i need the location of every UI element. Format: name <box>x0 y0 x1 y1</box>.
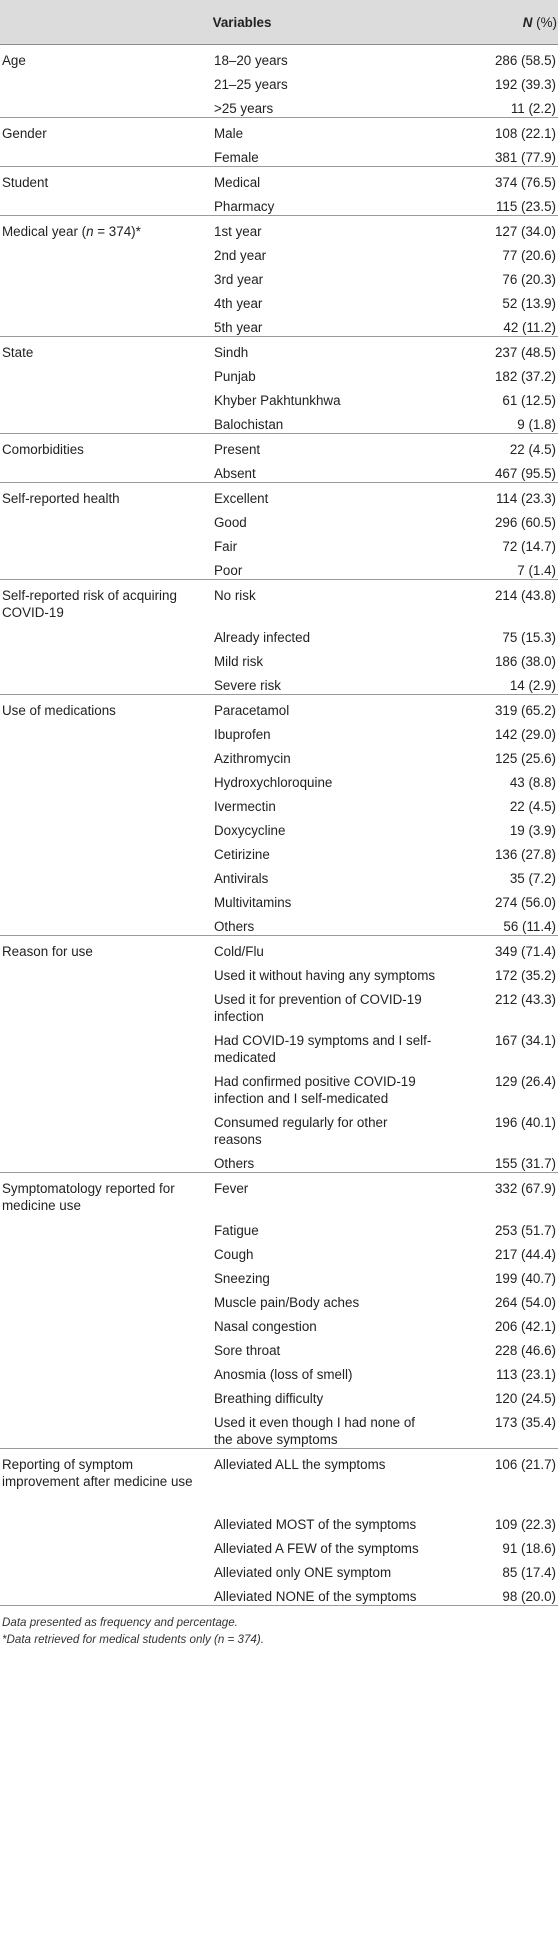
table-header <box>0 0 558 45</box>
count-cell: 319 (65.2) <box>494 703 556 718</box>
variable-cell <box>0 1335 211 1342</box>
variable-cell <box>0 264 211 271</box>
variable-cell <box>0 531 211 538</box>
category-cell: No risk <box>214 588 256 603</box>
variable-cell: Reason for use <box>2 944 93 959</box>
count-cell: 381 (77.9) <box>494 150 556 165</box>
category-cell: Doxycycline <box>214 823 286 838</box>
table-row <box>0 1509 558 1533</box>
variable-cell <box>0 887 211 894</box>
table-body <box>0 45 558 1606</box>
category-cell: Cold/Flu <box>214 944 264 959</box>
count-cell: 196 (40.1) <box>494 1115 556 1130</box>
table-row <box>0 580 558 622</box>
count-cell: 217 (44.4) <box>494 1247 556 1262</box>
table-group <box>0 45 558 118</box>
count-cell: 332 (67.9) <box>494 1181 556 1196</box>
variable-cell <box>0 216 211 240</box>
category-cell: Anosmia (loss of smell) <box>214 1367 353 1382</box>
category-cell: Absent <box>214 466 256 481</box>
category-cell: >25 years <box>214 101 274 116</box>
category-cell: Balochistan <box>214 417 284 432</box>
count-cell: 296 (60.5) <box>494 515 556 530</box>
table-group <box>0 337 558 434</box>
category-cell: Consumed regularly for other reasons <box>214 1115 388 1147</box>
table-row <box>0 1449 558 1509</box>
count-cell: 9 (1.8) <box>517 417 556 432</box>
table-row <box>0 507 558 531</box>
variable-cell: Self-reported health <box>2 491 120 506</box>
category-cell: Hydroxychloroquine <box>214 775 333 790</box>
table-group <box>0 695 558 936</box>
count-cell: 43 (8.8) <box>509 775 556 790</box>
category-cell: 2nd year <box>214 248 267 263</box>
category-cell: Azithromycin <box>214 751 291 766</box>
table-row <box>0 1263 558 1287</box>
variable-cell <box>0 288 211 295</box>
category-cell: Used it for prevention of COVID-19 infection <box>214 992 422 1024</box>
table-row <box>0 264 558 288</box>
variable-cell <box>0 646 211 653</box>
count-cell: 19 (3.9) <box>509 823 556 838</box>
table-row <box>0 1407 558 1448</box>
table-row <box>0 1533 558 1557</box>
category-cell: Muscle pain/Body aches <box>214 1295 360 1310</box>
count-cell: 228 (46.6) <box>494 1343 556 1358</box>
count-cell: 61 (12.5) <box>502 393 556 408</box>
variable-cell <box>0 312 211 319</box>
variable-cell: Age <box>2 53 26 68</box>
table-group <box>0 1449 558 1606</box>
table-group <box>0 434 558 483</box>
category-cell: Ibuprofen <box>214 727 271 742</box>
category-cell: 21–25 years <box>214 77 288 92</box>
category-cell: Nasal congestion <box>214 1319 317 1334</box>
count-cell: 349 (71.4) <box>494 944 556 959</box>
category-cell: Already infected <box>214 630 311 645</box>
category-cell: 4th year <box>214 296 263 311</box>
table-row <box>0 288 558 312</box>
header-variables: Variables <box>212 14 272 30</box>
variable-cell <box>0 1407 211 1414</box>
count-cell: 253 (51.7) <box>494 1223 556 1238</box>
category-cell: Excellent <box>214 491 269 506</box>
variable-cell <box>0 409 211 416</box>
variable-cell <box>0 1263 211 1270</box>
table-group <box>0 1173 558 1449</box>
variable-cell <box>0 1066 211 1073</box>
count-cell: 186 (38.0) <box>494 654 556 669</box>
count-cell: 106 (21.7) <box>494 1457 556 1472</box>
table-row <box>0 743 558 767</box>
category-cell: Alleviated A FEW of the symptoms <box>214 1541 419 1556</box>
count-cell: 109 (22.3) <box>494 1517 556 1532</box>
category-cell: Ivermectin <box>214 799 276 814</box>
table-row <box>0 240 558 264</box>
table-row <box>0 434 558 458</box>
category-cell: Cetirizine <box>214 847 270 862</box>
category-cell: Cough <box>214 1247 254 1262</box>
count-cell: 374 (76.5) <box>494 175 556 190</box>
count-cell: 199 (40.7) <box>494 1271 556 1286</box>
variable-cell <box>0 1509 211 1516</box>
count-cell: 286 (58.5) <box>494 53 556 68</box>
header-n-percent <box>444 15 558 30</box>
variable-cell: Comorbidities <box>2 442 84 457</box>
category-cell: 18–20 years <box>214 53 288 68</box>
category-cell: Good <box>214 515 247 530</box>
table-row <box>0 887 558 911</box>
variable-cell <box>0 1383 211 1390</box>
variable-cell <box>0 1311 211 1318</box>
variable-cell <box>0 791 211 798</box>
variable-cell <box>0 1533 211 1540</box>
table-group <box>0 216 558 337</box>
count-cell: 172 (35.2) <box>494 968 556 983</box>
category-cell: 3rd year <box>214 272 264 287</box>
table-row <box>0 791 558 815</box>
variable-cell <box>0 361 211 368</box>
table-row <box>0 1311 558 1335</box>
table-row <box>0 1025 558 1066</box>
count-cell: 182 (37.2) <box>494 369 556 384</box>
category-cell: Multivitamins <box>214 895 292 910</box>
table-row <box>0 1239 558 1263</box>
header-percent: (%) <box>532 14 557 30</box>
table-row <box>0 93 558 117</box>
variable-cell <box>0 863 211 870</box>
category-cell: Alleviated ALL the symptoms <box>214 1457 386 1472</box>
variable-cell <box>0 191 211 198</box>
count-cell: 142 (29.0) <box>494 727 556 742</box>
header-n: N <box>522 14 533 30</box>
variable-cell <box>0 1581 211 1588</box>
variable-label-part: = 374)* <box>93 224 141 239</box>
variable-cell <box>0 240 211 247</box>
footnote-1: Data presented as frequency and percentage. <box>2 1616 238 1629</box>
category-cell: Others <box>214 1156 255 1171</box>
variable-cell: Student <box>2 175 49 190</box>
category-cell: Female <box>214 150 259 165</box>
category-cell: Used it even though I had none of the above symptoms <box>214 1415 416 1447</box>
variable-cell <box>0 1025 211 1032</box>
count-cell: 115 (23.5) <box>495 199 556 214</box>
count-cell: 52 (13.9) <box>502 296 556 311</box>
count-cell: 136 (27.8) <box>494 847 556 862</box>
table-row <box>0 458 558 482</box>
category-cell: Fever <box>214 1181 249 1196</box>
count-cell: 467 (95.5) <box>494 466 556 481</box>
category-cell: Antivirals <box>214 871 269 886</box>
category-cell: Pharmacy <box>214 199 275 214</box>
count-cell: 11 (2.2) <box>510 101 556 116</box>
count-cell: 125 (25.6) <box>494 751 556 766</box>
variable-cell <box>0 385 211 392</box>
count-cell: 212 (43.3) <box>494 992 556 1007</box>
category-cell: Breathing difficulty <box>214 1391 324 1406</box>
category-cell: Medical <box>214 175 261 190</box>
count-cell: 155 (31.7) <box>494 1156 556 1171</box>
table-row <box>0 312 558 336</box>
table-row <box>0 1107 558 1148</box>
category-cell: Male <box>214 126 244 141</box>
category-cell: Sindh <box>214 345 249 360</box>
count-cell: 120 (24.5) <box>494 1391 556 1406</box>
variable-cell: Use of medications <box>2 703 116 718</box>
variable-cell <box>0 622 211 629</box>
variable-cell <box>0 69 211 76</box>
variable-cell <box>0 767 211 774</box>
count-cell: 42 (11.2) <box>503 320 556 335</box>
table-row <box>0 863 558 887</box>
variable-cell <box>0 1557 211 1564</box>
table-row <box>0 719 558 743</box>
category-cell: Present <box>214 442 261 457</box>
table-row <box>0 1173 558 1215</box>
table-row <box>0 1215 558 1239</box>
count-cell: 108 (22.1) <box>494 126 556 141</box>
category-cell: Severe risk <box>214 678 281 693</box>
table-row <box>0 1066 558 1107</box>
table-group <box>0 936 558 1173</box>
variable-cell: Gender <box>2 126 47 141</box>
category-cell: Alleviated only ONE symptom <box>214 1565 392 1580</box>
count-cell: 85 (17.4) <box>502 1565 556 1580</box>
count-cell: 75 (15.3) <box>502 630 556 645</box>
count-cell: 35 (7.2) <box>509 871 556 886</box>
variable-cell <box>0 815 211 822</box>
variable-cell <box>0 670 211 677</box>
category-cell: Alleviated NONE of the symptoms <box>214 1589 417 1604</box>
category-cell: 5th year <box>214 320 263 335</box>
variable-label-part: Medical year ( <box>2 224 87 239</box>
category-cell: Fair <box>214 539 238 554</box>
count-cell: 206 (42.1) <box>494 1319 556 1334</box>
category-cell: Fatigue <box>214 1223 259 1238</box>
count-cell: 214 (43.8) <box>494 588 556 603</box>
table-row <box>0 984 558 1025</box>
variable-cell <box>0 743 211 750</box>
count-cell: 98 (20.0) <box>502 1589 556 1604</box>
category-cell: Poor <box>214 563 243 578</box>
table-row <box>0 191 558 215</box>
variable-cell <box>0 1359 211 1366</box>
count-cell: 127 (34.0) <box>494 224 556 239</box>
table-row <box>0 1383 558 1407</box>
table-footnotes <box>0 1606 558 1648</box>
category-cell: Khyber Pakhtunkhwa <box>214 393 341 408</box>
variable-cell <box>0 911 211 918</box>
count-cell: 274 (56.0) <box>494 895 556 910</box>
table-row <box>0 167 558 191</box>
count-cell: 173 (35.4) <box>494 1415 556 1430</box>
category-cell: Sneezing <box>214 1271 270 1286</box>
variable-cell <box>0 839 211 846</box>
table-row <box>0 1148 558 1172</box>
variable-cell <box>0 507 211 514</box>
table-row <box>0 1359 558 1383</box>
variable-label-part: n <box>86 224 94 239</box>
table-row <box>0 409 558 433</box>
table-row <box>0 695 558 719</box>
category-cell: Mild risk <box>214 654 264 669</box>
table-row <box>0 936 558 960</box>
table-group <box>0 580 558 695</box>
category-cell: Punjab <box>214 369 256 384</box>
variable-cell <box>0 142 211 149</box>
category-cell: Used it without having any symptoms <box>214 968 436 983</box>
variable-cell: Symptomatology reported for medicine use <box>2 1181 175 1213</box>
count-cell: 22 (4.5) <box>509 799 556 814</box>
table-row <box>0 531 558 555</box>
count-cell: 72 (14.7) <box>502 539 556 554</box>
table-row <box>0 1335 558 1359</box>
count-cell: 14 (2.9) <box>509 678 556 693</box>
count-cell: 76 (20.3) <box>502 272 556 287</box>
variable-cell <box>0 984 211 991</box>
category-cell: Others <box>214 919 255 934</box>
variable-cell: Self-reported risk of acquiring COVID-19 <box>2 588 177 620</box>
count-cell: 91 (18.6) <box>502 1541 556 1556</box>
count-cell: 264 (54.0) <box>494 1295 556 1310</box>
variable-cell: Reporting of symptom improvement after medicine use <box>2 1457 193 1489</box>
variable-cell <box>0 93 211 100</box>
variable-cell <box>0 1239 211 1246</box>
variable-cell <box>0 1215 211 1222</box>
category-cell: Alleviated MOST of the symptoms <box>214 1517 417 1532</box>
count-cell: 113 (23.1) <box>495 1367 556 1382</box>
count-cell: 22 (4.5) <box>509 442 556 457</box>
footnote-2: *Data retrieved for medical students only (n = 374). <box>2 1633 264 1646</box>
table-row <box>0 69 558 93</box>
category-cell: 1st year <box>214 224 262 239</box>
variable-cell: State <box>2 345 34 360</box>
table-row <box>0 361 558 385</box>
table-row <box>0 555 558 579</box>
variable-cell <box>0 555 211 562</box>
count-cell: 167 (34.1) <box>494 1033 556 1048</box>
table-row <box>0 670 558 694</box>
table-group <box>0 483 558 580</box>
table-row <box>0 911 558 935</box>
count-cell: 77 (20.6) <box>502 248 556 263</box>
table-row <box>0 839 558 863</box>
category-cell: Sore throat <box>214 1343 281 1358</box>
table-row <box>0 1581 558 1605</box>
variable-cell <box>0 719 211 726</box>
table-row <box>0 385 558 409</box>
count-cell: 114 (23.3) <box>495 491 556 506</box>
table-group <box>0 167 558 216</box>
table-row <box>0 142 558 166</box>
variable-cell <box>0 1107 211 1114</box>
table-row <box>0 45 558 69</box>
variable-cell <box>0 458 211 465</box>
category-cell: Had COVID-19 symptoms and I self-medicated <box>214 1033 432 1065</box>
table-row <box>0 483 558 507</box>
variable-cell <box>0 1287 211 1294</box>
table-row <box>0 767 558 791</box>
table-row <box>0 960 558 984</box>
variable-cell <box>0 1148 211 1155</box>
category-cell: Paracetamol <box>214 703 290 718</box>
category-cell: Had confirmed positive COVID-19 infection and I self-medicated <box>214 1074 416 1106</box>
table-row <box>0 216 558 240</box>
table-row <box>0 118 558 142</box>
count-cell: 129 (26.4) <box>494 1074 556 1089</box>
table-row <box>0 646 558 670</box>
count-cell: 192 (39.3) <box>494 77 556 92</box>
count-cell: 7 (1.4) <box>517 563 556 578</box>
table-row <box>0 622 558 646</box>
count-cell: 56 (11.4) <box>503 919 556 934</box>
table-row <box>0 337 558 361</box>
table-row <box>0 1557 558 1581</box>
variable-cell <box>0 960 211 967</box>
count-cell: 237 (48.5) <box>494 345 556 360</box>
table-group <box>0 118 558 167</box>
table-row <box>0 815 558 839</box>
table-row <box>0 1287 558 1311</box>
